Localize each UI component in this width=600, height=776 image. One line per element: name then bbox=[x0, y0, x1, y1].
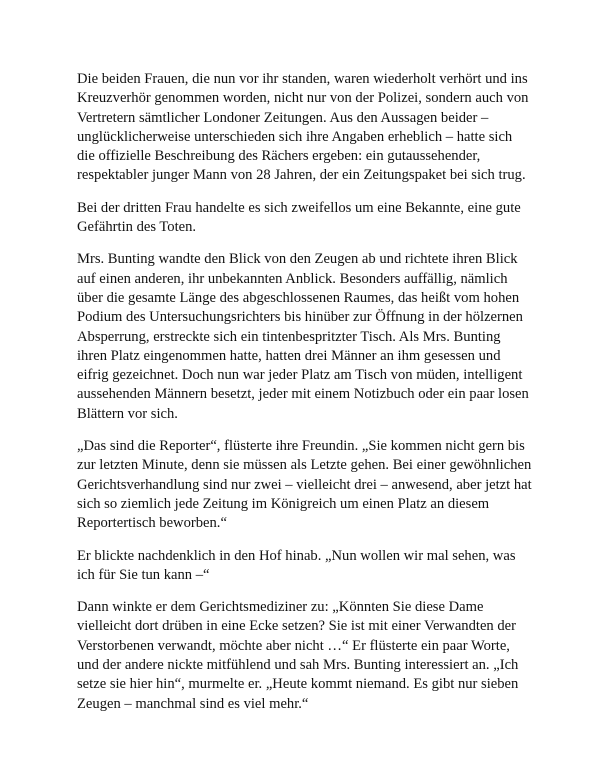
paragraph: Bei der dritten Frau handelte es sich zweifellos um eine Bekannte, eine gute Gefährtin des Toten. bbox=[77, 199, 521, 236]
paragraph: Er blickte nachdenklich in den Hof hinab. „Nun wollen wir mal sehen, was ich für Sie tun kann –“ bbox=[77, 547, 516, 583]
paragraph: Dann winkte er dem Gerichtsmediziner zu: „Könnten Sie diese Dame vielleicht dort drüben in eine Ecke setzen? Sie ist mit einer Verwandten der Verstorbenen verwandt, möchte aber nicht …“ Er flüsterte ein paar Worte, und der andere nickte mitfühlend und sah Mrs. Bunting interessiert an. „Ich setze sie hier hin“, murmelte er. „Heute kommt niemand. Es gibt nur sieben Zeugen – manchmal sind es viel mehr.“ bbox=[77, 599, 519, 712]
paragraph: „Das sind die Reporter“, flüsterte ihre Freundin. „Sie kommen nicht gern bis zur letzten Minute, denn sie müssen als Letzte gehen. Bei einer gewöhnlichen Gerichtsverhandlung sind nur zwei – vielleicht drei – anwesend, aber jetzt hat sich so ziemlich jede Zeitung im Königreich um einen Platz an diesem Reportertisch beworben.“ bbox=[77, 438, 532, 532]
paragraph: Die beiden Frauen, die nun vor ihr standen, waren wiederholt verhört und ins Kreuzverhör genommen worden, nicht nur von der Polizei, sondern auch von Vertretern sämtlicher Londoner Zeitungen. Aus den Aussagen beider – unglücklicherweise unterschieden sich ihre Angaben erheblich – hatte sich die offizielle Beschreibung des Rächers ergeben: ein gutaussehender, respektabler junger Mann von 28 Jahren, der ein Zeitungspaket bei sich trug. bbox=[77, 71, 529, 184]
paragraph: Mrs. Bunting wandte den Blick von den Zeugen ab und richtete ihren Blick auf einen anderen, ihr unbekannten Anblick. Besonders auffällig, nämlich über die gesamte Länge des abgeschlossenen Raumes, das heißt vom hohen Podium des Untersuchungsrichters bis hinüber zur Öffnung in der hölzernen Absperrung, erstreckte sich ein tintenbespritzter Tisch. Als Mrs. Bunting ihren Platz eingenommen hatte, hatten drei Männer an ihm gesessen und eifrig gezeichnet. Doch nun war jeder Platz am Tisch von müden, intelligent aussehenden Männern besetzt, jeder mit einem Notizbuch oder ein paar losen Blättern vor sich. bbox=[77, 251, 529, 422]
document-page bbox=[77, 70, 532, 727]
